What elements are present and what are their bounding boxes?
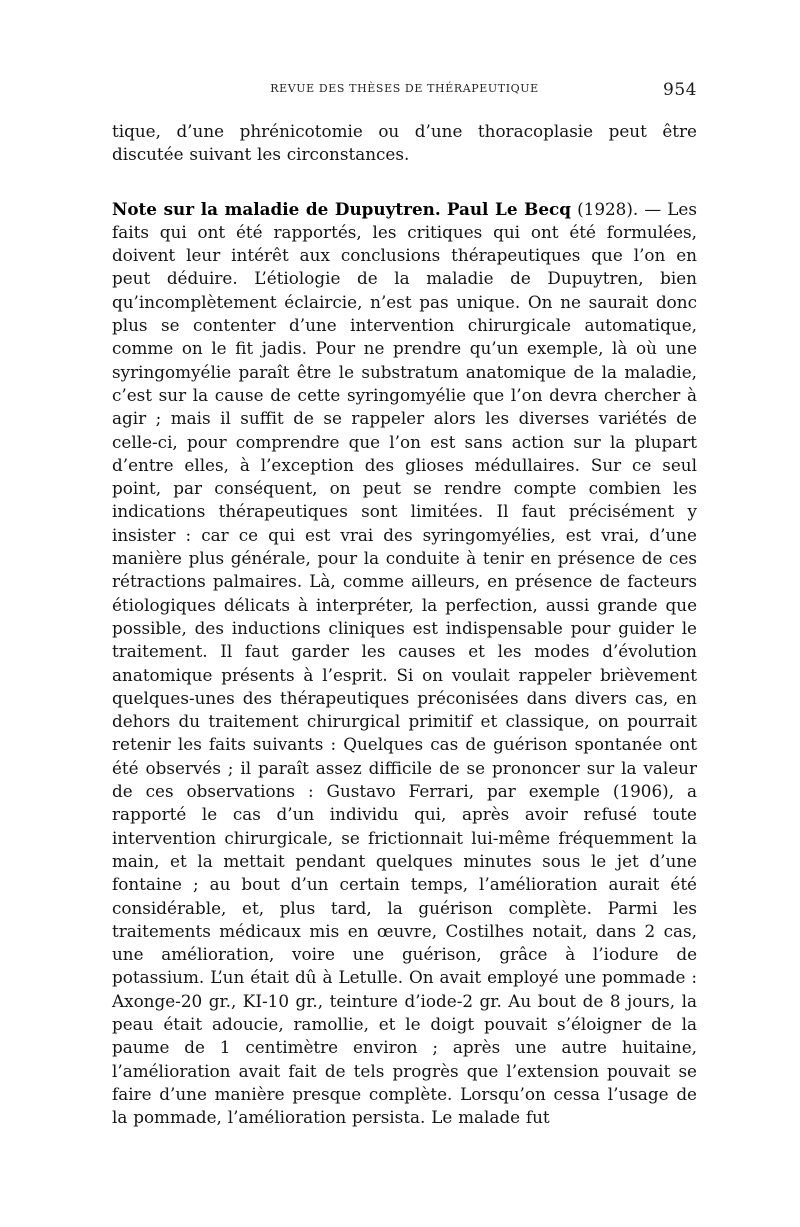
continued-paragraph: tique, d’une phrénicotomie ou d’une thoracoplasie peut être discutée suivant les circonstances. [112, 121, 697, 165]
body-text [112, 120, 697, 1129]
running-header [112, 80, 697, 104]
note-paragraph [112, 198, 697, 1130]
note-author: Paul Le Becq [446, 198, 571, 219]
note-year: (1928). [577, 198, 639, 219]
running-title: REVUE DES THÈSES DE THÉRAPEUTIQUE [270, 82, 539, 95]
page-number: 954 [663, 80, 697, 100]
note-text: — Les faits qui ont été rapportés, les critiques qui ont été formulées, doivent leur intérêt aux conclusions thérapeutiques que l’on en peut déduire. L’étiologie de la maladie de Dupuytren, bien qu’incomplètement éclaircie, n’est pas unique. On ne saurait donc plus se contenter d’une intervention chirurgicale automatique, comme on le fit jadis. Pour ne prendre qu’un exemple, là où une syringomyélie paraît être le substratum anatomique de la maladie, c’est sur la cause de cette syringomyélie que l’on devra chercher à agir ; mais il suffit de se rappeler alors les diverses variétés de celle-ci, pour comprendre que l’on est sans action sur la plupart d’entre elles, à l’exception des glioses médullaires. Sur ce seul point, par conséquent, on peut se rendre compte combien les indications thérapeutiques sont limitées. Il faut précisément y insister : car ce qui est vrai des syringomyélies, est vrai, d’une manière plus générale, pour la conduite à tenir en présence de ces rétractions palmaires. Là, comme ailleurs, en présence de facteurs étiologiques délicats à interpréter, la perfection, aussi grande que possible, des inductions cliniques est indispensable pour guider le traitement. Il faut garder les causes et les modes d’évolution anatomique présents à l’esprit. Si on voulait rappeler brièvement quelques-unes des thérapeutiques préconisées dans divers cas, en dehors du traitement chirurgical primitif et classique, on pourrait retenir les faits suivants : Quelques cas de guérison spontanée ont été observés ; il paraît assez difficile de se prononcer sur la valeur de ces observations : Gustavo Ferrari, par exemple (1906), a rapporté le cas d’un individu qui, après avoir refusé toute intervention chirurgicale, se frictionnait lui-même fréquemment la main, et la mettait pendant quelques minutes sous le jet d’une fontaine ; au bout d’un certain temps, l’amélioration aurait été considérable, et, plus tard, la guérison complète. Parmi les traitements médicaux mis en œuvre, Costilhes notait, dans 2 cas, une amélioration, voire une guérison, grâce à l’iodure de potassium. L’un était dû à Letulle. On avait employé une pommade : Axonge-20 gr., KI-10 gr., teinture d’iode-2 gr. Au bout de 8 jours, la peau était adoucie, ramollie, et le doigt pouvait s’éloigner de la paume de 1 centimètre environ ; après une autre huitaine, l’amélioration avait fait de tels progrès que l’extension pouvait se faire d’une manière presque complète. Lorsqu’on cessa l’usage de la pommade, l’amélioration persista. Le malade fut [112, 198, 697, 1128]
note-title: Note sur la maladie de Dupuytren. [112, 198, 441, 219]
